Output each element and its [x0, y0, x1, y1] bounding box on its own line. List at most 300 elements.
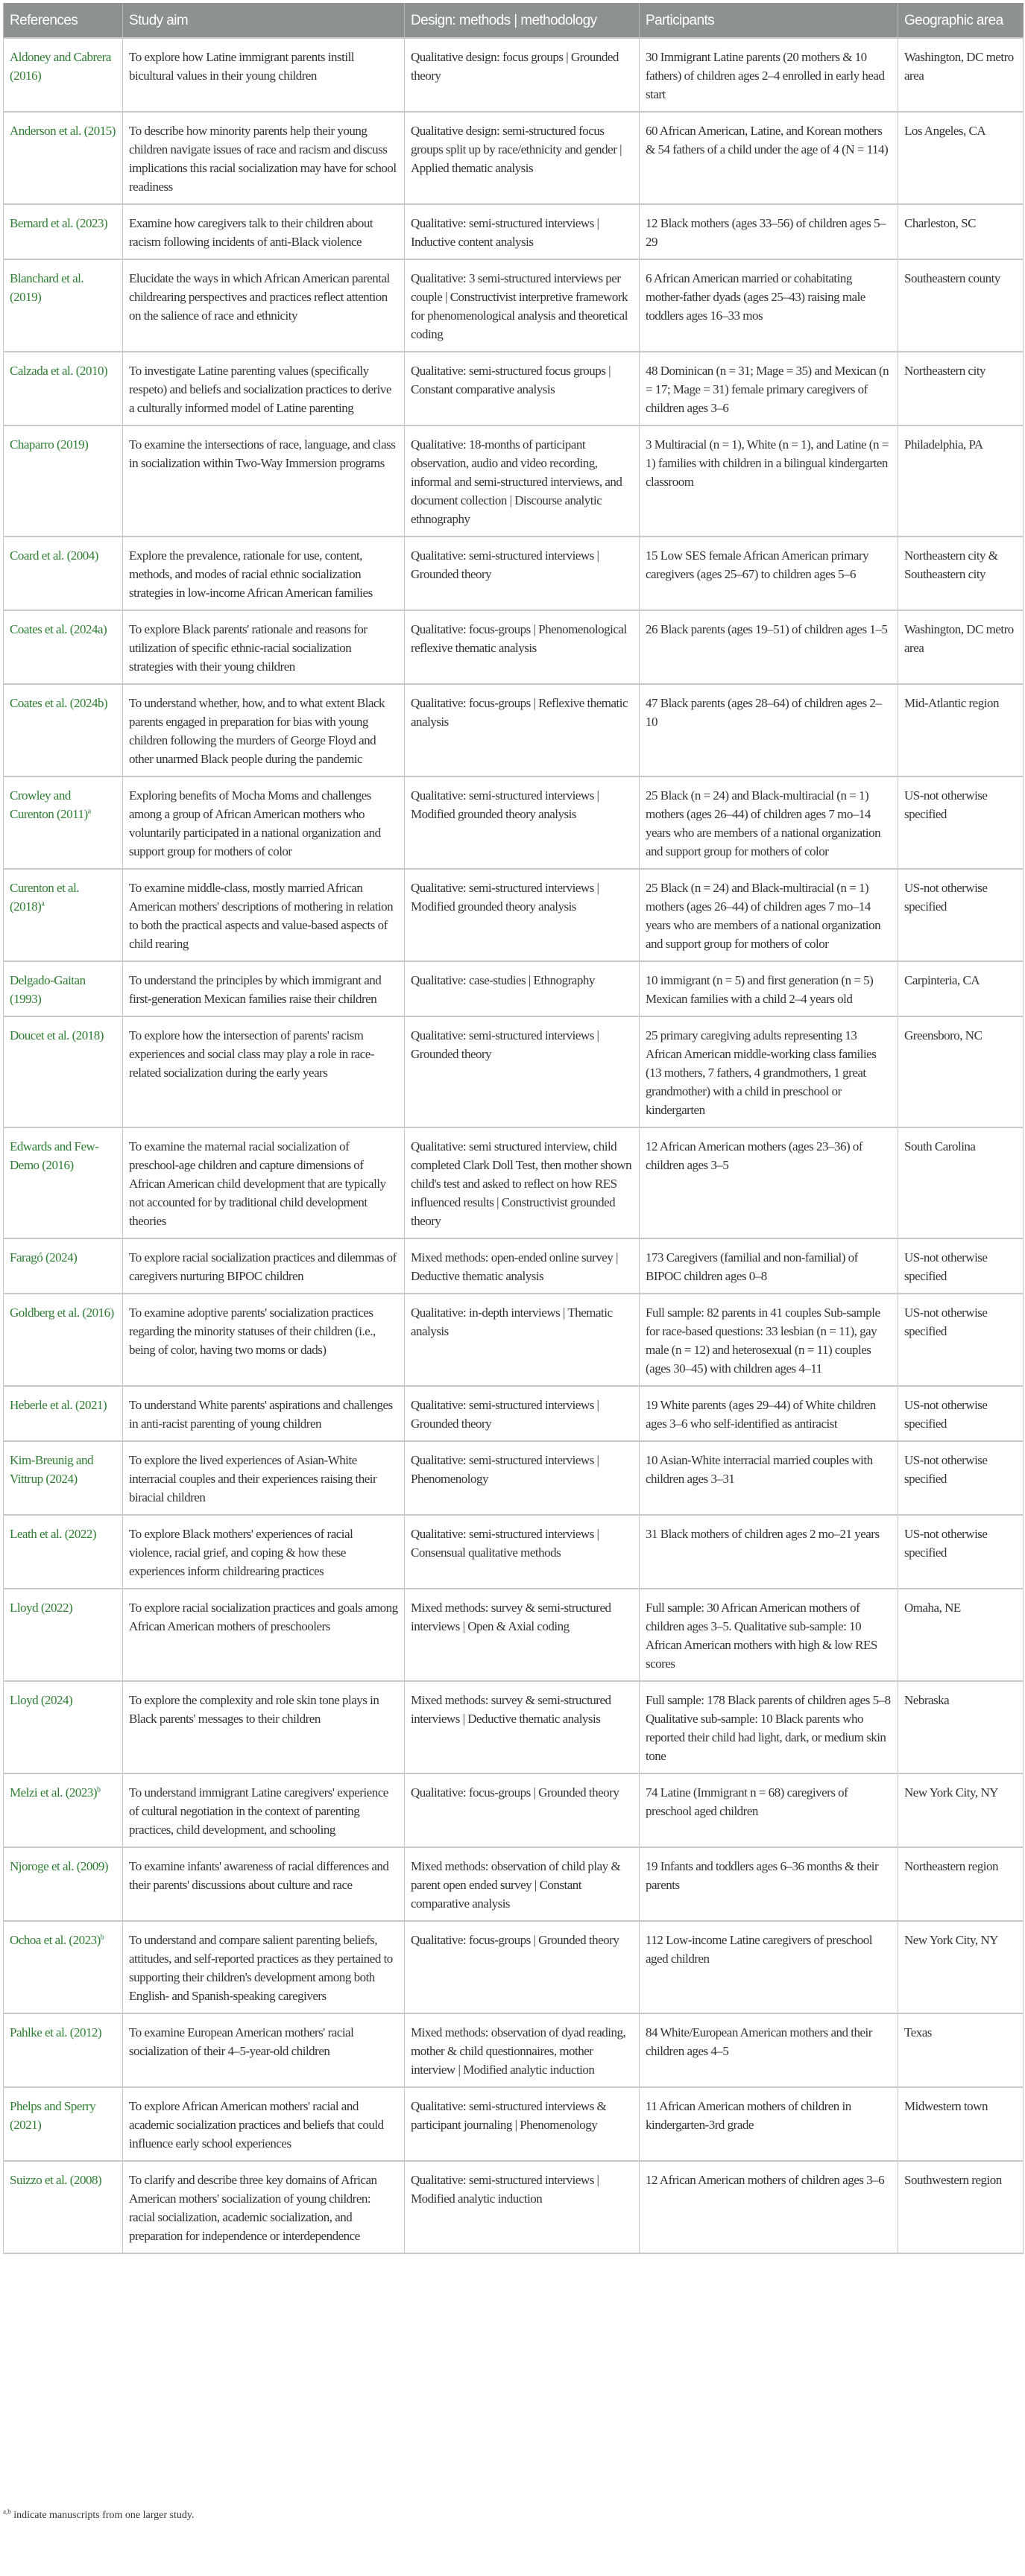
- reference-link[interactable]: [4, 684, 123, 776]
- table-row: [4, 776, 1024, 869]
- study-aim-cell-text: Exploring benefits of Mocha Moms and challenges among a group of African American mothers who voluntarily participated in a national organization and support group for mothers of color: [129, 788, 381, 858]
- reference-link-text[interactable]: Crowley and Curenton (2011): [10, 788, 88, 821]
- table-row: [4, 1016, 1024, 1127]
- reference-link[interactable]: [4, 1589, 123, 1681]
- geographic-area-cell-text: New York City, NY: [904, 1933, 998, 1947]
- table-row: [4, 352, 1024, 425]
- design-cell: [405, 537, 640, 610]
- study-aim-cell-text: To explore Black mothers' experiences of racial violence, racial grief, and coping & how these experiences inform childrearing practices: [129, 1527, 353, 1578]
- participants-cell-text: 6 African American married or cohabitating mother-father dyads (ages 25–43) raising male toddlers ages 16–33 mos: [646, 271, 865, 323]
- reference-link-text[interactable]: Doucet et al. (2018): [10, 1028, 104, 1042]
- participants-cell: [640, 2161, 898, 2253]
- geographic-area-cell: [898, 2161, 1024, 2253]
- geographic-area-cell: [898, 776, 1024, 869]
- geographic-area-cell-text: Nebraska: [904, 1693, 950, 1707]
- participants-cell-text: 112 Low-income Latine caregivers of preschool aged children: [646, 1933, 872, 1966]
- design-cell: [405, 112, 640, 204]
- study-aim-cell: [123, 1847, 405, 1921]
- participants-cell: [640, 1681, 898, 1773]
- design-cell: [405, 1773, 640, 1847]
- participants-cell: [640, 2087, 898, 2161]
- reference-link[interactable]: [4, 1386, 123, 1441]
- participants-cell: [640, 1515, 898, 1589]
- geographic-area-cell: [898, 425, 1024, 537]
- participants-cell: [640, 38, 898, 112]
- design-cell: [405, 1238, 640, 1294]
- participants-cell-text: 12 African American mothers of children ages 3–6: [646, 2173, 885, 2187]
- reference-link-text[interactable]: Ochoa et al. (2023): [10, 1933, 101, 1947]
- design-cell: [405, 2161, 640, 2253]
- footnote-marker: b: [97, 1785, 101, 1794]
- participants-cell-text: 12 Black mothers (ages 33–56) of children ages 5–29: [646, 216, 886, 249]
- participants-cell-text: 26 Black parents (ages 19–51) of children ages 1–5: [646, 622, 888, 636]
- participants-cell-text: Full sample: 178 Black parents of children ages 5–8 Qualitative sub-sample: 10 Black parents who reported their child had light, dark, or medium skin tone: [646, 1693, 891, 1763]
- study-aim-cell: [123, 2161, 405, 2253]
- study-aim-cell-text: To clarify and describe three key domains of African American mothers' socialization of young children: racial socialization, academic socialization, and preparation for independence or interdependence: [129, 2173, 377, 2243]
- geographic-area-cell-text: US-not otherwise specified: [904, 788, 988, 821]
- table-row: [4, 1921, 1024, 2013]
- design-cell-text: Qualitative: semi-structured interviews | Modified grounded theory analysis: [411, 788, 599, 821]
- design-cell: [405, 1441, 640, 1515]
- study-aim-cell: [123, 112, 405, 204]
- reference-link[interactable]: [4, 38, 123, 112]
- geographic-area-cell-text: Texas: [904, 2025, 932, 2039]
- table-row: [4, 610, 1024, 684]
- geographic-area-cell: [898, 2013, 1024, 2087]
- participants-cell-text: 60 African American, Latine, and Korean mothers & 54 fathers of a child under the age of 4 (N = 114): [646, 124, 889, 156]
- reference-link[interactable]: [4, 1681, 123, 1773]
- table-row: [4, 1515, 1024, 1589]
- design-cell-text: Qualitative design: focus groups | Grounded theory: [411, 50, 619, 83]
- study-aim-cell: [123, 204, 405, 259]
- geographic-area-cell-text: Washington, DC metro area: [904, 622, 1014, 655]
- geographic-area-cell-text: Carpinteria, CA: [904, 973, 980, 987]
- participants-cell-text: 31 Black mothers of children ages 2 mo–21 years: [646, 1527, 880, 1541]
- design-cell-text: Qualitative: semi-structured interviews | Modified grounded theory analysis: [411, 881, 599, 914]
- reference-link[interactable]: [4, 259, 123, 352]
- reference-link[interactable]: [4, 2161, 123, 2253]
- study-aim-cell: [123, 1589, 405, 1681]
- reference-link[interactable]: [4, 1773, 123, 1847]
- geographic-area-cell-text: US-not otherwise specified: [904, 1306, 988, 1338]
- table-row: [4, 2161, 1024, 2253]
- reference-link-text[interactable]: Njoroge et al. (2009): [10, 1859, 109, 1873]
- study-aim-cell-text: To investigate Latine parenting values (specifically respeto) and beliefs and socialization practices to derive a culturally informed model of Latine parenting: [129, 364, 391, 415]
- participants-cell: [640, 684, 898, 776]
- reference-link[interactable]: [4, 2013, 123, 2087]
- reference-link[interactable]: [4, 352, 123, 425]
- study-aim-cell: [123, 776, 405, 869]
- header-geographic-area: Geographic area: [898, 3, 1024, 38]
- geographic-area-cell-text: Southeastern county: [904, 271, 1000, 285]
- design-cell-text: Qualitative design: semi-structured focus groups split up by race/ethnicity and gender | Applied thematic analysis: [411, 124, 622, 175]
- study-aim-cell: [123, 38, 405, 112]
- table-row: [4, 259, 1024, 352]
- geographic-area-cell: [898, 1681, 1024, 1773]
- design-cell-text: Qualitative: semi-structured interviews | Grounded theory: [411, 1028, 599, 1061]
- participants-cell: [640, 1127, 898, 1238]
- participants-cell: [640, 112, 898, 204]
- study-aim-cell: [123, 2087, 405, 2161]
- participants-cell-text: 84 White/European American mothers and their children ages 4–5: [646, 2025, 872, 2058]
- participants-cell: [640, 259, 898, 352]
- geographic-area-cell-text: US-not otherwise specified: [904, 881, 988, 914]
- study-aim-cell: [123, 2013, 405, 2087]
- participants-cell-text: 25 Black (n = 24) and Black-multiracial (n = 1) mothers (ages 26–44) of children ages 7 mo–14 years who are members of a national organization and support group for mothers of color: [646, 881, 881, 951]
- table-row: [4, 204, 1024, 259]
- reference-link[interactable]: [4, 1441, 123, 1515]
- reference-link-text[interactable]: Pahlke et al. (2012): [10, 2025, 102, 2039]
- reference-link-text[interactable]: Melzi et al. (2023): [10, 1785, 98, 1800]
- reference-link[interactable]: [4, 1921, 123, 2013]
- study-aim-cell-text: To explore how Latine immigrant parents instill bicultural values in their young children: [129, 50, 355, 83]
- footnote-marker: a: [41, 899, 45, 908]
- participants-cell: [640, 1294, 898, 1386]
- design-cell: [405, 2087, 640, 2161]
- design-cell-text: Qualitative: semi-structured interviews & participant journaling | Phenomenology: [411, 2099, 607, 2132]
- reference-link[interactable]: [4, 1127, 123, 1238]
- participants-cell: [640, 537, 898, 610]
- design-cell: [405, 610, 640, 684]
- geographic-area-cell-text: South Carolina: [904, 1139, 976, 1153]
- participants-cell-text: 10 immigrant (n = 5) and first generation (n = 5) Mexican families with a child 2–4 years old: [646, 973, 874, 1006]
- study-aim-cell-text: Explore the prevalence, rationale for use, content, methods, and modes of racial ethnic socialization strategies in low-income African American families: [129, 548, 373, 600]
- study-aim-cell-text: To understand White parents' aspirations and challenges in anti-racist parenting of young children: [129, 1398, 393, 1431]
- reference-link-text[interactable]: Bernard et al. (2023): [10, 216, 108, 230]
- study-aim-cell-text: To understand whether, how, and to what extent Black parents engaged in preparation for bias with young children following the murders of George Floyd and other unarmed Black people during the pandemic: [129, 696, 385, 766]
- reference-link-text[interactable]: Delgado-Gaitan (1993): [10, 973, 86, 1006]
- geographic-area-cell: [898, 869, 1024, 961]
- geographic-area-cell: [898, 1515, 1024, 1589]
- geographic-area-cell: [898, 684, 1024, 776]
- design-cell-text: Qualitative: case-studies | Ethnography: [411, 973, 595, 987]
- geographic-area-cell-text: Mid-Atlantic region: [904, 696, 999, 710]
- table-row: [4, 869, 1024, 961]
- design-cell: [405, 259, 640, 352]
- participants-cell-text: 19 White parents (ages 29–44) of White children ages 3–6 who self-identified as antiracist: [646, 1398, 876, 1431]
- reference-link-text[interactable]: Blanchard et al. (2019): [10, 271, 84, 304]
- geographic-area-cell: [898, 537, 1024, 610]
- table-row: [4, 1238, 1024, 1294]
- geographic-area-cell: [898, 112, 1024, 204]
- study-aim-cell: [123, 537, 405, 610]
- participants-cell: [640, 961, 898, 1016]
- table-row: [4, 2087, 1024, 2161]
- reference-link-text[interactable]: Lloyd (2024): [10, 1693, 73, 1707]
- reference-link[interactable]: [4, 961, 123, 1016]
- reference-link-text[interactable]: Coates et al. (2024a): [10, 622, 107, 636]
- reference-link[interactable]: [4, 112, 123, 204]
- study-aim-cell-text: To examine infants' awareness of racial differences and their parents' discussions about culture and race: [129, 1859, 389, 1892]
- reference-link-text[interactable]: Suizzo et al. (2008): [10, 2173, 102, 2187]
- design-cell: [405, 1386, 640, 1441]
- studies-table: [3, 3, 1024, 2254]
- design-cell: [405, 776, 640, 869]
- table-row: [4, 1847, 1024, 1921]
- table-row: [4, 1681, 1024, 1773]
- participants-cell: [640, 1847, 898, 1921]
- reference-link[interactable]: [4, 537, 123, 610]
- design-cell-text: Qualitative: focus-groups | Phenomenological reflexive thematic analysis: [411, 622, 627, 655]
- design-cell-text: Qualitative: semi-structured focus groups | Constant comparative analysis: [411, 364, 611, 396]
- table-row: [4, 1589, 1024, 1681]
- geographic-area-cell-text: US-not otherwise specified: [904, 1250, 988, 1283]
- table-row: [4, 38, 1024, 112]
- participants-cell: [640, 1441, 898, 1515]
- geographic-area-cell-text: Midwestern town: [904, 2099, 988, 2113]
- design-cell-text: Qualitative: semi-structured interviews | Consensual qualitative methods: [411, 1527, 599, 1560]
- study-aim-cell-text: To understand immigrant Latine caregivers' experience of cultural negotiation in the context of parenting practices, child development, and schooling: [129, 1785, 388, 1837]
- design-cell: [405, 204, 640, 259]
- header-design: Design: methods | methodology: [405, 3, 640, 38]
- geographic-area-cell-text: Northeastern region: [904, 1859, 998, 1873]
- design-cell: [405, 1681, 640, 1773]
- geographic-area-cell: [898, 1589, 1024, 1681]
- participants-cell: [640, 1386, 898, 1441]
- geographic-area-cell-text: Philadelphia, PA: [904, 437, 983, 452]
- reference-link-text[interactable]: Coard et al. (2004): [10, 548, 98, 563]
- design-cell: [405, 1515, 640, 1589]
- design-cell: [405, 1127, 640, 1238]
- header-study-aim: Study aim: [123, 3, 405, 38]
- participants-cell: [640, 1773, 898, 1847]
- study-aim-cell-text: To examine the maternal racial socialization of preschool-age children and capture dimensions of African American child development that are typically not accounted for by traditional child development theories: [129, 1139, 386, 1228]
- geographic-area-cell: [898, 2087, 1024, 2161]
- participants-cell-text: Full sample: 30 African American mothers of children ages 3–5. Qualitative sub-sample: 10 African American mothers with high & low RES scores: [646, 1601, 877, 1671]
- study-aim-cell: [123, 1386, 405, 1441]
- study-aim-cell: [123, 1294, 405, 1386]
- table-header-row: [4, 3, 1024, 38]
- study-aim-cell-text: To explore how the intersection of parents' racism experiences and social class may play a role in race-related socialization during the early years: [129, 1028, 374, 1080]
- geographic-area-cell-text: Northeastern city & Southeastern city: [904, 548, 998, 581]
- study-aim-cell: [123, 1127, 405, 1238]
- participants-cell: [640, 776, 898, 869]
- geographic-area-cell: [898, 1386, 1024, 1441]
- study-aim-cell: [123, 869, 405, 961]
- design-cell: [405, 1921, 640, 2013]
- participants-cell: [640, 425, 898, 537]
- design-cell: [405, 869, 640, 961]
- design-cell: [405, 38, 640, 112]
- design-cell: [405, 1589, 640, 1681]
- design-cell: [405, 352, 640, 425]
- design-cell-text: Mixed methods: observation of dyad reading, mother & child questionnaires, mother interview | Modified analytic induction: [411, 2025, 626, 2077]
- geographic-area-cell-text: New York City, NY: [904, 1785, 998, 1800]
- reference-link-text[interactable]: Aldoney and Cabrera (2016): [10, 50, 111, 83]
- study-aim-cell-text: To explore racial socialization practices and goals among African American mothers of preschoolers: [129, 1601, 398, 1633]
- study-aim-cell-text: To explore the lived experiences of Asian-White interracial couples and their experiences raising their biracial children: [129, 1453, 377, 1504]
- header-references: References: [4, 3, 123, 38]
- geographic-area-cell-text: Omaha, NE: [904, 1601, 961, 1615]
- reference-link-text[interactable]: Leath et al. (2022): [10, 1527, 97, 1541]
- reference-link[interactable]: [4, 204, 123, 259]
- design-cell-text: Qualitative: semi-structured interviews | Grounded theory: [411, 548, 599, 581]
- design-cell: [405, 961, 640, 1016]
- table-row: [4, 537, 1024, 610]
- reference-link[interactable]: [4, 425, 123, 537]
- study-aim-cell: [123, 352, 405, 425]
- reference-link-text[interactable]: Faragó (2024): [10, 1250, 78, 1265]
- study-aim-cell: [123, 1441, 405, 1515]
- geographic-area-cell-text: Los Angeles, CA: [904, 124, 986, 138]
- geographic-area-cell: [898, 1016, 1024, 1127]
- study-aim-cell: [123, 1515, 405, 1589]
- design-cell-text: Qualitative: semi-structured interviews | Modified analytic induction: [411, 2173, 599, 2206]
- geographic-area-cell: [898, 610, 1024, 684]
- reference-link[interactable]: [4, 1016, 123, 1127]
- footnote-text: indicate manuscripts from one larger study.: [10, 2510, 195, 2521]
- reference-link-text[interactable]: Lloyd (2022): [10, 1601, 73, 1615]
- participants-cell-text: 173 Caregivers (familial and non-familial) of BIPOC children ages 0–8: [646, 1250, 858, 1283]
- geographic-area-cell-text: Greensboro, NC: [904, 1028, 983, 1042]
- reference-link-text[interactable]: Calzada et al. (2010): [10, 364, 108, 378]
- table-row: [4, 684, 1024, 776]
- participants-cell-text: 11 African American mothers of children in kindergarten-3rd grade: [646, 2099, 851, 2132]
- design-cell-text: Mixed methods: open-ended online survey | Deductive thematic analysis: [411, 1250, 618, 1283]
- table-row: [4, 1386, 1024, 1441]
- participants-cell: [640, 204, 898, 259]
- study-aim-cell: [123, 425, 405, 537]
- reference-link[interactable]: [4, 869, 123, 961]
- design-cell-text: Mixed methods: survey & semi-structured interviews | Open & Axial coding: [411, 1601, 611, 1633]
- participants-cell-text: 10 Asian-White interracial married couples with children ages 3–31: [646, 1453, 873, 1486]
- reference-link[interactable]: [4, 1847, 123, 1921]
- study-aim-cell-text: To describe how minority parents help their young children navigate issues of race and racism and discuss implications this racial socialization may have for school readiness: [129, 124, 397, 194]
- study-aim-cell: [123, 1921, 405, 2013]
- geographic-area-cell-text: US-not otherwise specified: [904, 1527, 988, 1560]
- table-row: [4, 425, 1024, 537]
- footnote-marker: b: [100, 1933, 104, 1942]
- design-cell: [405, 425, 640, 537]
- reference-link-text[interactable]: Coates et al. (2024b): [10, 696, 108, 710]
- geographic-area-cell: [898, 259, 1024, 352]
- study-aim-cell-text: To examine the intersections of race, language, and class in socialization within Two-Way Immersion programs: [129, 437, 396, 470]
- study-aim-cell-text: To examine European American mothers' racial socialization of their 4–5-year-old children: [129, 2025, 354, 2058]
- table-row: [4, 1127, 1024, 1238]
- table-row: [4, 2013, 1024, 2087]
- design-cell-text: Qualitative: focus-groups | Grounded theory: [411, 1933, 619, 1947]
- participants-cell: [640, 869, 898, 961]
- participants-cell-text: 12 African American mothers (ages 23–36) of children ages 3–5: [646, 1139, 863, 1172]
- geographic-area-cell-text: Charleston, SC: [904, 216, 976, 230]
- reference-link-text[interactable]: Goldberg et al. (2016): [10, 1306, 114, 1320]
- geographic-area-cell: [898, 204, 1024, 259]
- design-cell: [405, 1016, 640, 1127]
- participants-cell-text: 30 Immigrant Latine parents (20 mothers & 10 fathers) of children ages 2–4 enrolled in early head start: [646, 50, 885, 101]
- study-aim-cell: [123, 961, 405, 1016]
- geographic-area-cell: [898, 961, 1024, 1016]
- footnote-marks: a,b: [3, 2507, 11, 2516]
- reference-link[interactable]: [4, 1515, 123, 1589]
- reference-link-text[interactable]: Heberle et al. (2021): [10, 1398, 107, 1412]
- design-cell: [405, 1294, 640, 1386]
- design-cell: [405, 1847, 640, 1921]
- participants-cell-text: 25 primary caregiving adults representing 13 African American middle-working class families (13 mothers, 7 fathers, 4 grandmothers, 1 great grandmother) with a child in preschool or kindergarten: [646, 1028, 877, 1117]
- participants-cell-text: 48 Dominican (n = 31; Mage = 35) and Mexican (n = 17; Mage = 31) female primary caregivers of children ages 3–6: [646, 364, 889, 415]
- participants-cell-text: 25 Black (n = 24) and Black-multiracial (n = 1) mothers (ages 26–44) of children ages 7 mo–14 years who are members of a national organization and support group for mothers of color: [646, 788, 881, 858]
- participants-cell: [640, 352, 898, 425]
- study-aim-cell-text: To explore the complexity and role skin tone plays in Black parents' messages to their children: [129, 1693, 379, 1726]
- study-aim-cell-text: To examine adoptive parents' socialization practices regarding the minority statuses of their children (i.e., being of color, having two moms or dads): [129, 1306, 376, 1357]
- reference-link-text[interactable]: Chaparro (2019): [10, 437, 89, 452]
- geographic-area-cell-text: Southwestern region: [904, 2173, 1002, 2187]
- design-cell-text: Qualitative: semi-structured interviews | Inductive content analysis: [411, 216, 599, 249]
- study-aim-cell-text: Elucidate the ways in which African American parental childrearing perspectives and practices reflect attention on the salience of race and ethnicity: [129, 271, 390, 323]
- study-aim-cell-text: To explore racial socialization practices and dilemmas of caregivers nurturing BIPOC children: [129, 1250, 397, 1283]
- reference-link-text[interactable]: Edwards and Few-Demo (2016): [10, 1139, 99, 1172]
- design-cell-text: Mixed methods: survey & semi-structured interviews | Deductive thematic analysis: [411, 1693, 611, 1726]
- geographic-area-cell: [898, 1773, 1024, 1847]
- geographic-area-cell-text: US-not otherwise specified: [904, 1398, 988, 1431]
- reference-link-text[interactable]: Kim-Breunig and Vittrup (2024): [10, 1453, 93, 1486]
- header-participants: Participants: [640, 3, 898, 38]
- study-aim-cell-text: To explore African American mothers' racial and academic socialization practices and beliefs that could influence early school experiences: [129, 2099, 384, 2151]
- design-cell-text: Qualitative: in-depth interviews | Thematic analysis: [411, 1306, 613, 1338]
- design-cell-text: Mixed methods: observation of child play & parent open ended survey | Constant comparative analysis: [411, 1859, 621, 1911]
- study-aim-cell: [123, 1773, 405, 1847]
- reference-link[interactable]: [4, 1294, 123, 1386]
- reference-link[interactable]: [4, 610, 123, 684]
- footnote-marker: a: [87, 807, 91, 816]
- geographic-area-cell: [898, 1921, 1024, 2013]
- participants-cell: [640, 1016, 898, 1127]
- table-row: [4, 112, 1024, 204]
- geographic-area-cell: [898, 1127, 1024, 1238]
- participants-cell: [640, 1238, 898, 1294]
- design-cell: [405, 684, 640, 776]
- geographic-area-cell-text: Northeastern city: [904, 364, 986, 378]
- study-aim-cell-text: To explore Black parents' rationale and reasons for utilization of specific ethnic-racial socialization strategies with their young children: [129, 622, 368, 674]
- design-cell: [405, 2013, 640, 2087]
- study-aim-cell-text: To understand the principles by which immigrant and first-generation Mexican families raise their children: [129, 973, 382, 1006]
- study-aim-cell-text: Examine how caregivers talk to their children about racism following incidents of anti-Black violence: [129, 216, 373, 249]
- study-aim-cell-text: To understand and compare salient parenting beliefs, attitudes, and self-reported practices as they pertained to supporting their children's development among both English- and Spanish-speaking caregivers: [129, 1933, 393, 2003]
- table-row: [4, 1773, 1024, 1847]
- design-cell-text: Qualitative: semi structured interview, child completed Clark Doll Test, then mother shown child's test and asked to reflect on how RES influenced results | Constructivist grounded theory: [411, 1139, 632, 1228]
- geographic-area-cell-text: Washington, DC metro area: [904, 50, 1014, 83]
- geographic-area-cell-text: US-not otherwise specified: [904, 1453, 988, 1486]
- study-aim-cell: [123, 1238, 405, 1294]
- design-cell-text: Qualitative: focus-groups | Reflexive thematic analysis: [411, 696, 628, 729]
- participants-cell-text: 3 Multiracial (n = 1), White (n = 1), and Latine (n = 1) families with children in a bilingual kindergarten classroom: [646, 437, 889, 489]
- geographic-area-cell: [898, 352, 1024, 425]
- geographic-area-cell: [898, 1238, 1024, 1294]
- participants-cell-text: 74 Latine (Immigrant n = 68) caregivers of preschool aged children: [646, 1785, 848, 1818]
- study-aim-cell: [123, 684, 405, 776]
- participants-cell-text: 19 Infants and toddlers ages 6–36 months & their parents: [646, 1859, 879, 1892]
- study-aim-cell: [123, 1681, 405, 1773]
- table-row: [4, 961, 1024, 1016]
- table-row: [4, 1441, 1024, 1515]
- participants-cell: [640, 2013, 898, 2087]
- participants-cell-text: 47 Black parents (ages 28–64) of children ages 2–10: [646, 696, 882, 729]
- reference-link[interactable]: [4, 1238, 123, 1294]
- participants-cell: [640, 1589, 898, 1681]
- reference-link-text[interactable]: Anderson et al. (2015): [10, 124, 116, 138]
- design-cell-text: Qualitative: 3 semi-structured interviews per couple | Constructivist interpretive framework for phenomenological analysis and theoretical coding: [411, 271, 628, 341]
- reference-link-text[interactable]: Phelps and Sperry (2021): [10, 2099, 96, 2132]
- reference-link[interactable]: [4, 776, 123, 869]
- reference-link-text[interactable]: Curenton et al. (2018): [10, 881, 80, 914]
- study-aim-cell: [123, 610, 405, 684]
- participants-cell: [640, 1921, 898, 2013]
- participants-cell-text: 15 Low SES female African American primary caregivers (ages 25–67) to children ages 5–6: [646, 548, 869, 581]
- design-cell-text: Qualitative: semi-structured interviews | Phenomenology: [411, 1453, 599, 1486]
- reference-link[interactable]: [4, 2087, 123, 2161]
- study-aim-cell: [123, 1016, 405, 1127]
- table-row: [4, 1294, 1024, 1386]
- design-cell-text: Qualitative: focus-groups | Grounded theory: [411, 1785, 619, 1800]
